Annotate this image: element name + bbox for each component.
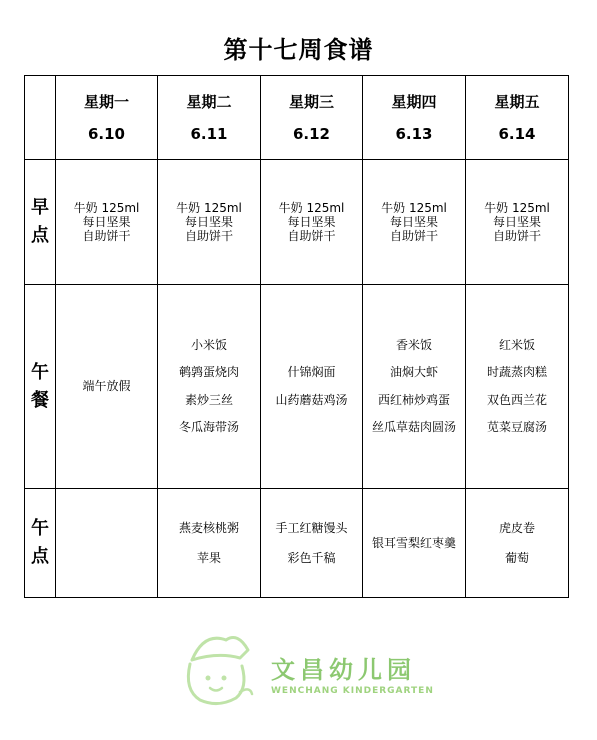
- day-date: 6.10: [87, 124, 125, 143]
- afternoon-snack-row: [25, 489, 569, 598]
- day-name: 星期四: [391, 92, 437, 111]
- day-header: [261, 76, 363, 160]
- menu-cell: 手工红糖馒头 彩色千稿: [261, 489, 363, 598]
- menu-cell: 虎皮卷 葡萄: [466, 489, 569, 598]
- menu-cell: 燕麦核桃粥 苹果: [158, 489, 261, 598]
- menu-cell: 牛奶 125ml 每日坚果 自助饼干: [261, 160, 363, 285]
- day-header: [56, 76, 158, 160]
- menu-cell: 香米饭 油焖大虾 西红柿炒鸡蛋 丝瓜草菇肉圆汤: [363, 285, 466, 489]
- meal-label: 午 餐: [25, 285, 56, 489]
- logo-subtitle: WENCHANG KINDERGARTEN: [271, 686, 434, 696]
- day-date: 6.11: [190, 124, 228, 143]
- corner-cell: [25, 76, 56, 160]
- day-name: 星期五: [494, 92, 540, 111]
- meal-label: 午 点: [25, 489, 56, 598]
- menu-cell: 什锦焖面 山药蘑菇鸡汤: [261, 285, 363, 489]
- day-date: 6.12: [292, 124, 330, 143]
- day-header: [158, 76, 261, 160]
- menu-cell: 小米饭 鹌鹑蛋烧肉 素炒三丝 冬瓜海带汤: [158, 285, 261, 489]
- breakfast-row: [25, 160, 569, 285]
- menu-cell: 牛奶 125ml 每日坚果 自助饼干: [363, 160, 466, 285]
- menu-cell: 银耳雪梨红枣羹: [363, 489, 466, 598]
- day-header: [466, 76, 569, 160]
- header-row: [25, 76, 569, 160]
- day-name: 星期三: [288, 92, 334, 111]
- day-header: [363, 76, 466, 160]
- menu-cell: 牛奶 125ml 每日坚果 自助饼干: [56, 160, 158, 285]
- menu-cell: 端午放假: [56, 285, 158, 489]
- menu-table: [24, 75, 569, 598]
- day-name: 星期一: [83, 92, 129, 111]
- child-face-logo-icon: [178, 630, 258, 710]
- day-name: 星期二: [186, 92, 232, 111]
- menu-cell-empty: [56, 489, 158, 598]
- menu-cell: 红米饭 时蔬蒸肉糕 双色西兰花 苋菜豆腐汤: [466, 285, 569, 489]
- logo-name: 文昌幼儿园: [271, 656, 416, 684]
- page-title: 第十七周食谱: [223, 36, 374, 64]
- menu-cell: 牛奶 125ml 每日坚果 自助饼干: [158, 160, 261, 285]
- kindergarten-logo: [178, 630, 438, 710]
- menu-cell: 牛奶 125ml 每日坚果 自助饼干: [466, 160, 569, 285]
- day-date: 6.14: [498, 124, 536, 143]
- day-date: 6.13: [395, 124, 433, 143]
- meal-label: 早 点: [25, 160, 56, 285]
- lunch-row: [25, 285, 569, 489]
